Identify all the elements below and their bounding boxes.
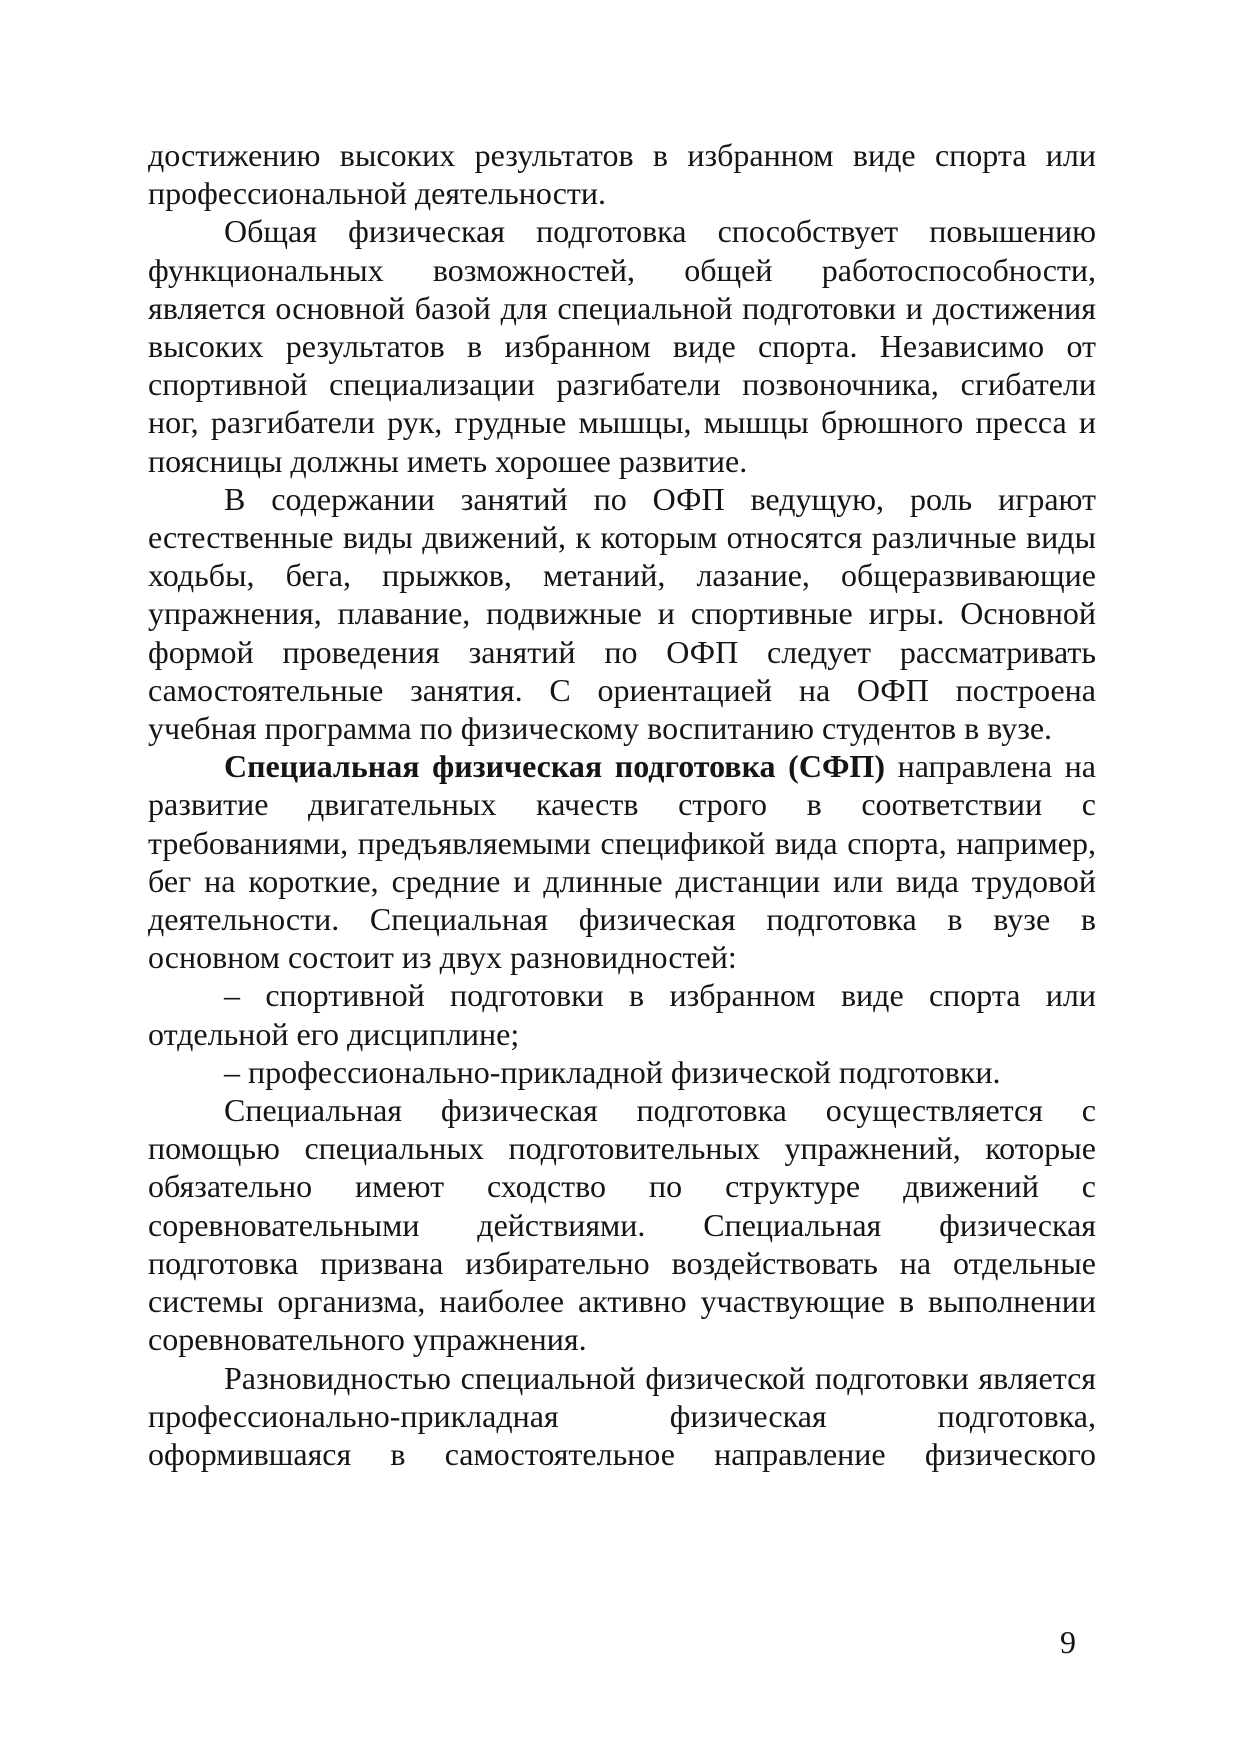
sfp-definition-text: направлена на развитие двигательных качеств строго в соответствии с требованиями, предъявляемыми спецификой вида спорта, например, бег на короткие, средние и длинные дистанции или вида трудовой деятельности. Специальная физическая подготовка в вузе в основном состоит из двух разновидностей: (148, 748, 1097, 976)
paragraph-ofp-content: В содержании занятий по ОФП ведущую, роль играют естественные виды движений, к которым относятся различные виды ходьбы, бега, прыжков, метаний, лазание, общеразвивающие упражнения, плавание, подвижные и спортивные игры. Основной формой проведения занятий по ОФП следует рассматривать самостоятельные занятия. С ориентацией на ОФП построена учебная программа по физическому воспитанию студентов в вузе. (148, 480, 1096, 747)
paragraph-ofp-general: Общая физическая подготовка способствует повышению функциональных возможностей, общей работоспособности, является основной базой для специальной подготовки и достижения высоких результатов в избранном виде спорта. Независимо от спортивной специализации разгибатели позвоночника, сгибатели ног, разгибатели рук, грудные мышцы, мышцы брюшного пресса и поясницы должны иметь хорошее развитие. (148, 213, 1096, 479)
list-item: – спортивной подготовки в избранном виде спорта или отдельной его дисциплине; (148, 977, 1096, 1052)
paragraph-sfp-definition (148, 747, 1096, 976)
sfp-bold-term: Специальная физическая подготовка (СФП) (224, 748, 885, 785)
paragraph-sfp-exercises: Специальная физическая подготовка осуществляется с помощью специальных подготовительных упражнений, которые обязательно имеют сходство по структуре движений с соревновательными действиями. Специальная физическая подготовка призвана избирательно воздействовать на отдельные системы организма, наиболее активно участвующие в выполнении соревновательного упражнения. (148, 1092, 1096, 1358)
page-number: 9 (1060, 1624, 1076, 1660)
page-body (148, 136, 1096, 1473)
list-item: – профессионально-прикладной физической подготовки. (224, 1053, 1001, 1090)
paragraph-continuation: достижению высоких результатов в избранном виде спорта или профессиональной деятельности. (148, 137, 1096, 212)
paragraph-ppfp: Разновидностью специальной физической подготовки является профессионально-прикладная физическая подготовка, оформившаяся в самостоятельное направление физического (148, 1359, 1096, 1472)
